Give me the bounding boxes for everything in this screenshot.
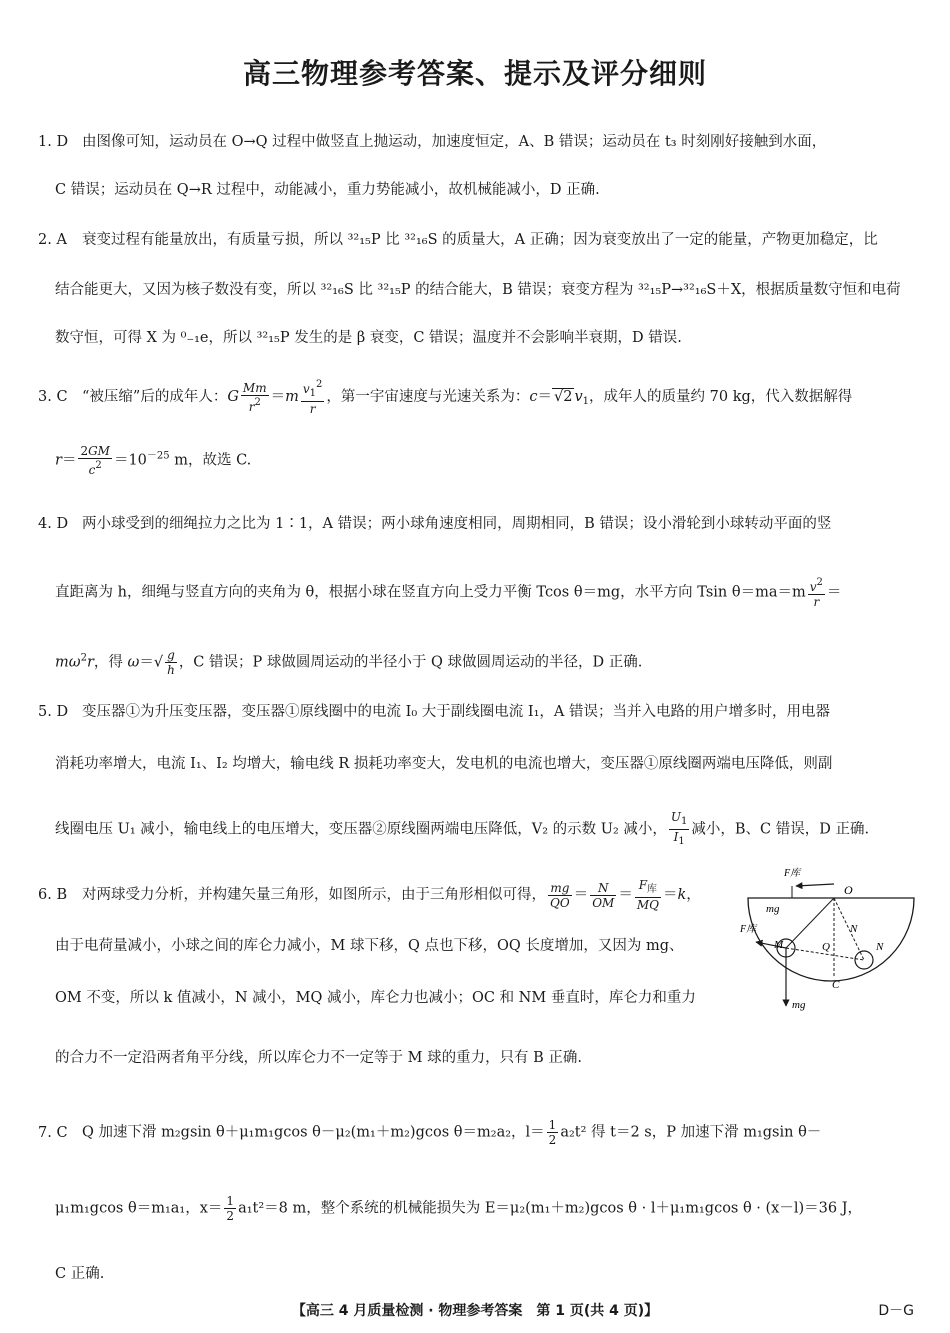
answer-text: a₂t² 得 t＝2 s，P 加速下滑 m₁gsin θ－ [560, 1124, 822, 1141]
answer-text: 对两球受力分析，并构建矢量三角形，如图所示，由于三角形相似可得， [82, 887, 546, 903]
label-f-left: F库 [740, 924, 757, 935]
footer-text: 【高三 4 月质量检测 · 物理参考答案 第 1 页(共 4 页)】 [291, 1303, 659, 1319]
answer-text: 变压器①为升压变压器，变压器①原线圈中的电流 I₀ 大于副线圈电流 I₁，A 错误；当并入电路的用户增多时，用电器 [82, 704, 830, 720]
answer-text: ，成年人的质量约 70 kg，代入数据解得 [589, 389, 853, 405]
answer-number: 1. D [38, 134, 69, 150]
force-diagram [738, 858, 918, 1018]
answer-text: 数守恒，可得 X 为 ⁰₋₁e，所以 ³²₁₅P 发生的是 β 衰变，C 错误；温度并不会影响半衰期，D 错误. [55, 330, 682, 346]
answer-number: 3. C [38, 389, 68, 405]
label-f-top: F库 [784, 868, 801, 879]
answer-text: 线圈电压 U₁ 减小，输电线上的电压增大，变压器②原线圈两端电压降低，V₂ 的示数 U₂ 减小， [55, 821, 667, 838]
page-title: 高三物理参考答案、提示及评分细则 [242, 57, 707, 90]
label-mg-bottom: mg [792, 999, 806, 1011]
footer-code: D－G [878, 1303, 914, 1319]
fraction: $\frac{v_1^2}{r}$ [302, 379, 323, 416]
answer-text: 由于电荷量减小，小球之间的库仑力减小，M 球下移，Q 点也下移，OQ 长度增加，又因为 mg、 [55, 938, 684, 954]
answer-number: 4. D [38, 516, 69, 532]
fraction: $\frac{F_库}{MQ}$ [636, 878, 659, 912]
fraction: $\frac{v^2}{r}$ [809, 577, 823, 609]
fraction: $\frac{mg}{QO}$ [550, 880, 570, 910]
radius-on [834, 898, 864, 960]
answer-text: 消耗功率增大，电流 I₁、I₂ 均增大，输电线 R 损耗功率变大，发电机的电流也增大，变压器①原线圈两端电压降低，则副 [55, 756, 833, 772]
answer-text: 衰变过程有能量放出，有质量亏损，所以 ³²₁₅P 比 ³²₁₆S 的质量大，A 正确；因为衰变放出了一定的能量，产物更加稳定，比 [82, 232, 878, 248]
answer-text: 的合力不一定沿两者角平分线，所以库仑力不一定等于 M 球的重力，只有 B 正确. [55, 1050, 583, 1066]
answer-text: “被压缩”后的成年人： [82, 389, 228, 405]
answer-text: m，故选 C. [174, 452, 252, 469]
label-m: M [774, 939, 784, 951]
label-q: Q [822, 941, 830, 953]
answer-number: 5. D [38, 704, 69, 720]
answer-text: ，第一宇宙速度与光速关系为： [326, 389, 530, 405]
answer-text: OM 不变，所以 k 值减小，N 减小，MQ 减小，库仑力也减小；OC 和 NM 垂直时，库仑力和重力 [55, 990, 696, 1006]
fraction: $\frac{U_1}{I_1}$ [670, 810, 688, 847]
fraction: $\frac{1}{2}$ [226, 1194, 235, 1223]
label-o: O [844, 883, 853, 897]
answer-text: C 正确. [55, 1266, 105, 1282]
answer-number: 6. B [38, 887, 68, 903]
top-force-arrow [796, 884, 834, 886]
fraction: $\frac{g}{h}$ [167, 648, 175, 677]
answer-text: ，C 错误；P 球做圆周运动的半径小于 Q 球做圆周运动的半径，D 正确. [178, 654, 643, 671]
answer-text: μ₁m₁gcos θ＝m₁a₁，x＝ [55, 1200, 223, 1217]
answer-text: Q 加速下滑 m₂gsin θ＋μ₁m₁gcos θ－μ₂(m₁＋m₂)gcos θ＝m₂a₂，l＝ [82, 1124, 545, 1141]
answer-text: 直距离为 h，细绳与竖直方向的夹角为 θ，根据小球在竖直方向上受力平衡 Tcos θ＝mg，水平方向 Tsin θ＝ma＝m [55, 584, 806, 601]
label-mg-top: mg [766, 903, 780, 915]
answer-text: a₁t²＝8 m，整个系统的机械能损失为 E＝μ₂(m₁＋m₂)gcos θ · l＋μ₁m₁gcos θ · (x－l)＝36 J， [238, 1200, 863, 1217]
fraction: $\frac{2GM}{c^2}$ [80, 444, 110, 477]
fraction: $\frac{1}{2}$ [548, 1118, 557, 1147]
answer-text: 两小球受到的细绳拉力之比为 1∶1，A 错误；两小球角速度相同，周期相同，B 错误；设小滑轮到小球转动平面的竖 [82, 516, 832, 532]
answer-number: 7. C [38, 1124, 68, 1141]
fraction: $\frac{N}{OM}$ [592, 880, 615, 910]
fraction: $\frac{Mm}{r^2}$ [242, 380, 267, 414]
answer-text: 由图像可知，运动员在 O→Q 过程中做竖直上抛运动，加速度恒定，A、B 错误；运动员在 t₃ 时刻刚好接触到水面， [82, 134, 827, 150]
label-n2: N [876, 941, 884, 953]
answer-text: 减小，B、C 错误，D 正确. [691, 821, 870, 838]
label-c: C [832, 979, 840, 991]
answer-text: C 错误；运动员在 Q→R 过程中，动能减小，重力势能减小，故机械能减小，D 正确. [55, 182, 600, 198]
answer-number: 2. A [38, 232, 67, 248]
answer-text: 结合能更大，又因为核子数没有变，所以 ³²₁₆S 比 ³²₁₅P 的结合能大，B 错误；衰变方程为 ³²₁₅P→³²₁₆S＋X，根据质量数守恒和电荷 [55, 282, 901, 298]
label-n: N [850, 923, 858, 935]
